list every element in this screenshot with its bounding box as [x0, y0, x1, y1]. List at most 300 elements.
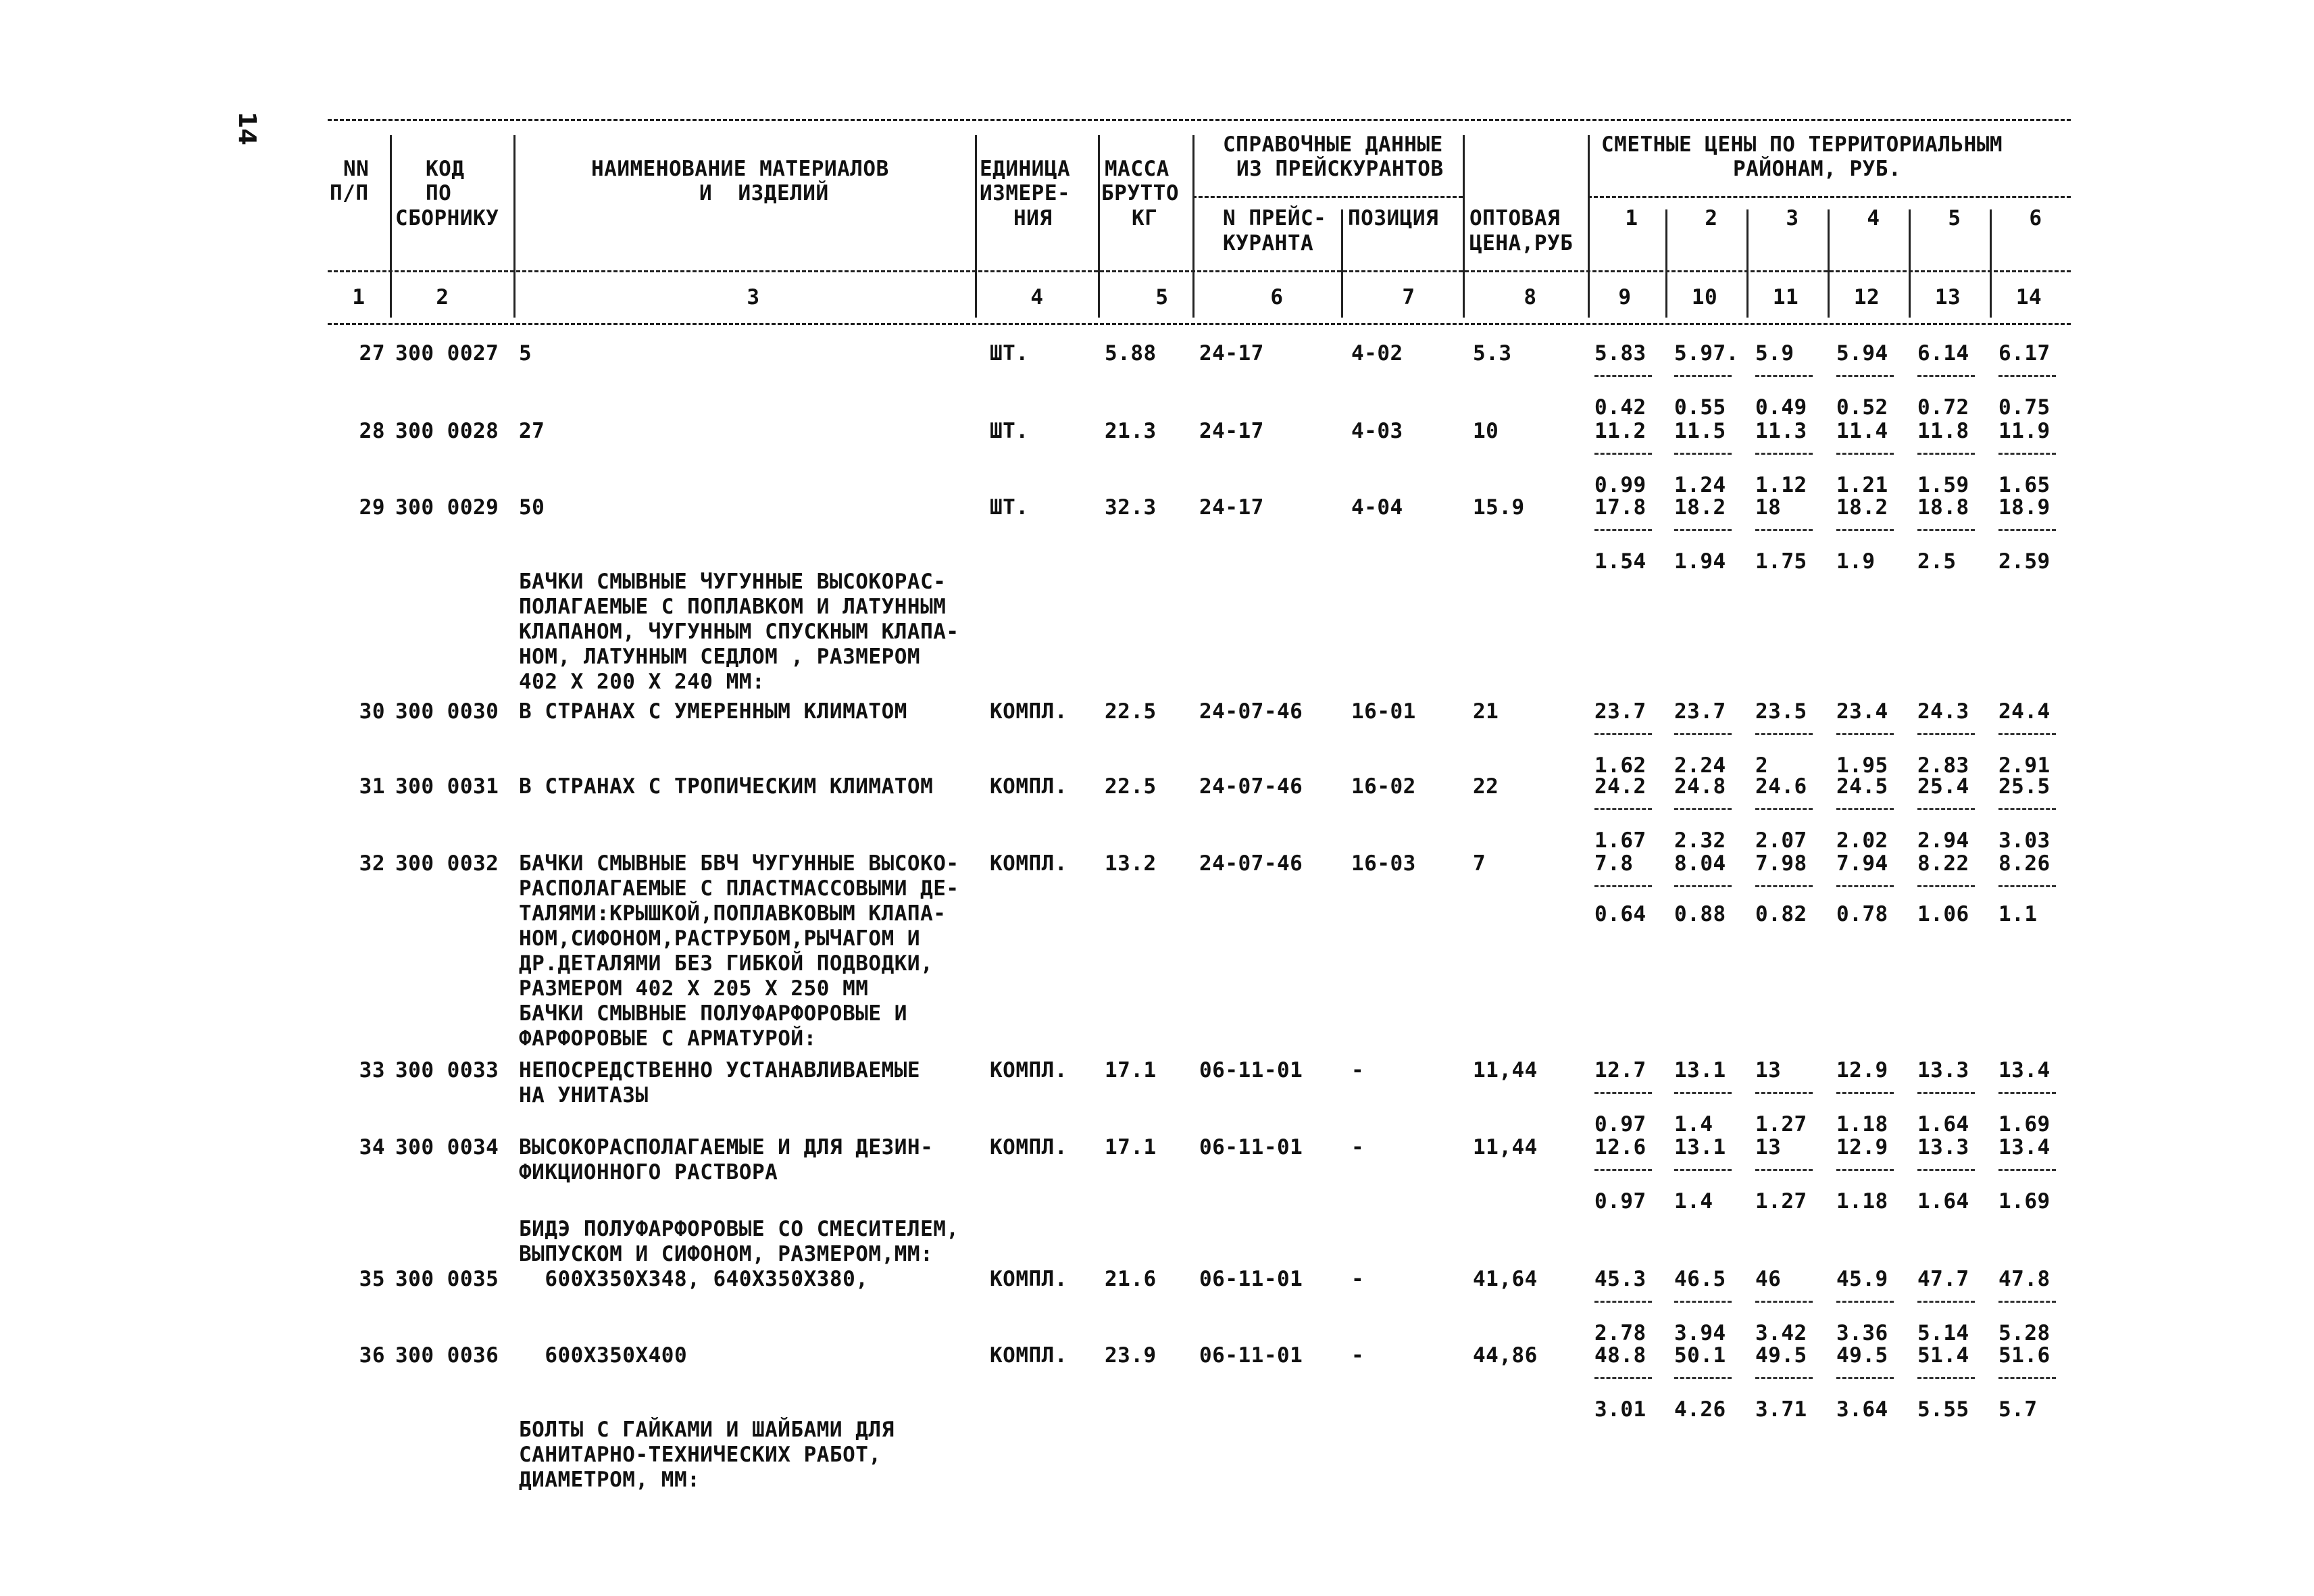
fraction-line — [1917, 733, 1975, 735]
est-price-top: 25.5 — [1998, 774, 2051, 799]
row-code: 300 0028 — [395, 419, 499, 443]
row-name-continued: ДР.ДЕТАЛЯМИ БЕЗ ГИБКОЙ ПОДВОДКИ, — [519, 951, 934, 976]
row-nn: 33 — [359, 1058, 385, 1082]
row-position: 16-02 — [1351, 774, 1416, 799]
fraction-line — [1998, 1377, 2056, 1379]
est-price-top: 18.2 — [1674, 495, 1726, 520]
est-price-top: 47.7 — [1917, 1267, 1969, 1291]
column-number: 11 — [1772, 285, 1799, 309]
est-price-bottom: 5.14 — [1917, 1321, 1969, 1345]
row-mass: 17.1 — [1105, 1135, 1157, 1159]
est-price-top: 18.2 — [1836, 495, 1888, 520]
fraction-line — [1917, 453, 1975, 455]
row-name: БАЧКИ СМЫВНЫЕ БВЧ ЧУГУННЫЕ ВЫСОКО- — [519, 851, 959, 876]
est-price-top: 18.9 — [1998, 495, 2051, 520]
est-price-top: 11.9 — [1998, 419, 2051, 443]
group-heading-line: ДИАМЕТРОМ, ММ: — [519, 1468, 701, 1492]
row-wholesale: 5.3 — [1473, 341, 1512, 366]
column-number: 12 — [1853, 285, 1880, 309]
est-sub-rule — [1588, 196, 2071, 198]
est-price-top: 17.8 — [1594, 495, 1646, 520]
hdr-unit3: НИЯ — [1013, 206, 1053, 230]
col-sep — [513, 135, 515, 318]
est-price-top: 45.3 — [1594, 1267, 1646, 1291]
row-nn: 32 — [359, 851, 385, 876]
group-heading-line: НОМ, ЛАТУННЫМ СЕДЛОМ , РАЗМЕРОМ — [519, 645, 921, 669]
est-price-top: 12.6 — [1594, 1135, 1646, 1159]
est-price-top: 25.4 — [1917, 774, 1969, 799]
row-nn: 28 — [359, 419, 385, 443]
column-number: 8 — [1524, 285, 1537, 309]
fraction-line — [1594, 1169, 1652, 1171]
est-price-bottom: 1.67 — [1594, 828, 1646, 853]
est-price-top: 8.04 — [1674, 851, 1726, 876]
fraction-line — [1674, 529, 1732, 531]
ref-sub-rule — [1192, 196, 1463, 198]
row-name-continued: НА УНИТАЗЫ — [519, 1083, 649, 1107]
est-price-bottom: 2.32 — [1674, 828, 1726, 853]
row-nn: 36 — [359, 1343, 385, 1368]
est-price-bottom: 1.06 — [1917, 902, 1969, 926]
col-sep — [975, 135, 977, 318]
est-price-bottom: 4.26 — [1674, 1397, 1726, 1422]
est-price-top: 46 — [1755, 1267, 1782, 1291]
row-name: В СТРАНАХ С УМЕРЕННЫМ КЛИМАТОМ — [519, 699, 907, 724]
hdr-name1: НАИМЕНОВАНИЕ МАТЕРИАЛОВ — [591, 157, 889, 181]
est-price-bottom: 0.55 — [1674, 395, 1726, 420]
fraction-line — [1836, 733, 1894, 735]
col-sep — [390, 135, 392, 318]
est-price-bottom: 0.97 — [1594, 1189, 1646, 1214]
row-price-list: 06-11-01 — [1199, 1058, 1303, 1082]
header-bottom-rule — [328, 323, 2071, 325]
fraction-line — [1594, 1301, 1652, 1303]
fraction-line — [1594, 733, 1652, 735]
row-name: ВЫСОКОРАСПОЛАГАЕМЫЕ И ДЛЯ ДЕЗИН- — [519, 1135, 934, 1159]
hdr-pp: П/П — [330, 181, 369, 205]
est-price-top: 11.5 — [1674, 419, 1726, 443]
hdr-price-list1: N ПРЕЙС- — [1223, 206, 1327, 230]
column-number: 14 — [2015, 285, 2042, 309]
col-sep — [1098, 135, 1100, 318]
hdr-ref2: ИЗ ПРЕЙСКУРАНТОВ — [1236, 157, 1444, 181]
est-price-bottom: 3.36 — [1836, 1321, 1888, 1345]
row-unit: КОМПЛ. — [990, 774, 1067, 799]
est-price-top: 5.83 — [1594, 341, 1646, 366]
fraction-line — [1674, 1301, 1732, 1303]
est-price-bottom: 0.42 — [1594, 395, 1646, 420]
fraction-line — [1836, 453, 1894, 455]
row-wholesale: 15.9 — [1473, 495, 1525, 520]
fraction-line — [1594, 375, 1652, 377]
column-number: 4 — [1030, 285, 1044, 309]
est-price-top: 24.3 — [1917, 699, 1969, 724]
row-name-continued: ФАРФОРОВЫЕ С АРМАТУРОЙ: — [519, 1026, 817, 1051]
row-unit: КОМПЛ. — [990, 1135, 1067, 1159]
column-number: 9 — [1618, 285, 1632, 309]
est-price-top: 48.8 — [1594, 1343, 1646, 1368]
fraction-line — [1836, 1169, 1894, 1171]
header-top-rule — [328, 119, 2071, 121]
row-unit: КОМПЛ. — [990, 1343, 1067, 1368]
row-wholesale: 41,64 — [1473, 1267, 1538, 1291]
est-price-top: 12.7 — [1594, 1058, 1646, 1082]
row-name-continued: ФИКЦИОННОГО РАСТВОРА — [519, 1160, 778, 1184]
est-price-bottom: 3.71 — [1755, 1397, 1807, 1422]
est-price-top: 11.4 — [1836, 419, 1888, 443]
row-nn: 27 — [359, 341, 385, 366]
est-price-bottom: 1.54 — [1594, 549, 1646, 574]
fraction-line — [1836, 1301, 1894, 1303]
est-price-bottom: 1.4 — [1674, 1189, 1713, 1214]
column-number: 6 — [1270, 285, 1284, 309]
col-sep — [1588, 135, 1590, 318]
region-label: 3 — [1786, 206, 1799, 230]
est-price-bottom: 1.95 — [1836, 753, 1888, 778]
est-price-bottom: 3.64 — [1836, 1397, 1888, 1422]
column-number: 1 — [352, 285, 366, 309]
row-price-list: 24-17 — [1199, 495, 1264, 520]
fraction-line — [1674, 1169, 1732, 1171]
est-price-bottom: 5.7 — [1998, 1397, 2038, 1422]
est-price-bottom: 1.27 — [1755, 1189, 1807, 1214]
row-unit: КОМПЛ. — [990, 1267, 1067, 1291]
page-number: 14 — [233, 111, 261, 146]
est-price-top: 13.1 — [1674, 1135, 1726, 1159]
fraction-line — [1917, 885, 1975, 887]
est-price-bottom: 3.03 — [1998, 828, 2051, 853]
row-wholesale: 44,86 — [1473, 1343, 1538, 1368]
column-number: 3 — [747, 285, 760, 309]
row-wholesale: 7 — [1473, 851, 1486, 876]
est-price-top: 13.1 — [1674, 1058, 1726, 1082]
fraction-line — [1674, 453, 1732, 455]
row-unit: ШТ. — [990, 341, 1029, 366]
fraction-line — [1594, 529, 1652, 531]
row-price-list: 24-07-46 — [1199, 851, 1303, 876]
row-price-list: 24-07-46 — [1199, 774, 1303, 799]
est-price-top: 12.9 — [1836, 1058, 1888, 1082]
hdr-wholesale1: ОПТОВАЯ — [1469, 206, 1561, 230]
column-number: 7 — [1402, 285, 1415, 309]
fraction-line — [1755, 885, 1813, 887]
est-price-top: 49.5 — [1755, 1343, 1807, 1368]
fraction-line — [1998, 1301, 2056, 1303]
est-price-bottom: 3.94 — [1674, 1321, 1726, 1345]
est-price-bottom: 0.97 — [1594, 1112, 1646, 1137]
group-heading-line: ПОЛАГАЕМЫЕ С ПОПЛАВКОМ И ЛАТУННЫМ — [519, 595, 947, 619]
hdr-position: ПОЗИЦИЯ — [1348, 206, 1439, 230]
est-price-top: 23.5 — [1755, 699, 1807, 724]
est-price-bottom: 1.64 — [1917, 1189, 1969, 1214]
hdr-mass1: МАССА — [1105, 157, 1169, 181]
fraction-line — [1755, 529, 1813, 531]
hdr-unit2: ИЗМЕРЕ- — [980, 181, 1071, 205]
region-label: 4 — [1867, 206, 1880, 230]
hdr-mass3: КГ — [1132, 206, 1158, 230]
fraction-line — [1755, 453, 1813, 455]
row-mass: 17.1 — [1105, 1058, 1157, 1082]
est-price-bottom: 1.94 — [1674, 549, 1726, 574]
row-nn: 30 — [359, 699, 385, 724]
hdr-price-list2: КУРАНТА — [1223, 231, 1314, 255]
fraction-line — [1998, 1169, 2056, 1171]
fraction-line — [1917, 1377, 1975, 1379]
est-price-top: 11.2 — [1594, 419, 1646, 443]
est-price-bottom: 1.59 — [1917, 473, 1969, 497]
header-mid-rule — [328, 270, 2071, 272]
fraction-line — [1594, 453, 1652, 455]
row-mass: 22.5 — [1105, 774, 1157, 799]
hdr-est1: СМЕТНЫЕ ЦЕНЫ ПО ТЕРРИТОРИАЛЬНЫМ — [1601, 132, 2003, 157]
fraction-line — [1594, 808, 1652, 810]
row-mass: 23.9 — [1105, 1343, 1157, 1368]
fraction-line — [1917, 375, 1975, 377]
region-label: 5 — [1948, 206, 1961, 230]
row-nn: 29 — [359, 495, 385, 520]
est-price-top: 8.26 — [1998, 851, 2051, 876]
row-position: 4-02 — [1351, 341, 1403, 366]
est-price-bottom: 2.78 — [1594, 1321, 1646, 1345]
est-price-bottom: 1.27 — [1755, 1112, 1807, 1137]
est-price-bottom: 1.65 — [1998, 473, 2051, 497]
est-price-top: 24.8 — [1674, 774, 1726, 799]
est-price-bottom: 5.28 — [1998, 1321, 2051, 1345]
group-heading-line: КЛАПАНОМ, ЧУГУННЫМ СПУСКНЫМ КЛАПА- — [519, 620, 959, 644]
est-price-top: 47.8 — [1998, 1267, 2051, 1291]
row-wholesale: 21 — [1473, 699, 1499, 724]
est-price-bottom: 3.01 — [1594, 1397, 1646, 1422]
est-price-bottom: 2.07 — [1755, 828, 1807, 853]
hdr-unit1: ЕДИНИЦА — [980, 157, 1071, 181]
est-price-bottom: 1.4 — [1674, 1112, 1713, 1137]
est-price-top: 51.4 — [1917, 1343, 1969, 1368]
col-sep — [1341, 209, 1343, 318]
hdr-sborniku: СБОРНИКУ — [395, 206, 499, 230]
group-heading-line: САНИТАРНО-ТЕХНИЧЕСКИХ РАБОТ, — [519, 1443, 882, 1467]
est-price-bottom: 0.99 — [1594, 473, 1646, 497]
fraction-line — [1674, 1377, 1732, 1379]
est-price-bottom: 2.91 — [1998, 753, 2051, 778]
row-unit: КОМПЛ. — [990, 851, 1067, 876]
row-unit: КОМПЛ. — [990, 1058, 1067, 1082]
fraction-line — [1917, 1169, 1975, 1171]
row-price-list: 24-07-46 — [1199, 699, 1303, 724]
col-sep — [1463, 135, 1465, 318]
est-price-bottom: 2.5 — [1917, 549, 1957, 574]
row-wholesale: 22 — [1473, 774, 1499, 799]
est-price-top: 49.5 — [1836, 1343, 1888, 1368]
est-price-bottom: 1.12 — [1755, 473, 1807, 497]
group-heading-line: БАЧКИ СМЫВНЫЕ ЧУГУННЫЕ ВЫСОКОРАС- — [519, 570, 947, 594]
est-price-bottom: 3.42 — [1755, 1321, 1807, 1345]
est-price-bottom: 1.69 — [1998, 1112, 2051, 1137]
row-code: 300 0030 — [395, 699, 499, 724]
row-name-continued: РАЗМЕРОМ 402 Х 205 Х 250 ММ — [519, 976, 869, 1001]
est-price-bottom: 1.1 — [1998, 902, 2038, 926]
est-price-top: 7.98 — [1755, 851, 1807, 876]
row-name: 27 — [519, 419, 545, 443]
est-price-top: 5.9 — [1755, 341, 1794, 366]
fraction-line — [1917, 1092, 1975, 1094]
fraction-line — [1836, 1092, 1894, 1094]
est-price-top: 24.6 — [1755, 774, 1807, 799]
row-price-list: 06-11-01 — [1199, 1135, 1303, 1159]
fraction-line — [1917, 1301, 1975, 1303]
row-name: В СТРАНАХ С ТРОПИЧЕСКИМ КЛИМАТОМ — [519, 774, 934, 799]
row-code: 300 0031 — [395, 774, 499, 799]
fraction-line — [1755, 1301, 1813, 1303]
est-price-bottom: 1.9 — [1836, 549, 1876, 574]
fraction-line — [1998, 885, 2056, 887]
est-price-bottom: 1.24 — [1674, 473, 1726, 497]
row-mass: 22.5 — [1105, 699, 1157, 724]
est-price-top: 18.8 — [1917, 495, 1969, 520]
hdr-po: ПО — [426, 181, 452, 205]
row-name-continued: БАЧКИ СМЫВНЫЕ ПОЛУФАРФОРОВЫЕ И — [519, 1001, 907, 1026]
row-wholesale: 11,44 — [1473, 1058, 1538, 1082]
fraction-line — [1836, 808, 1894, 810]
est-price-bottom: 0.64 — [1594, 902, 1646, 926]
row-code: 300 0027 — [395, 341, 499, 366]
est-price-bottom: 0.88 — [1674, 902, 1726, 926]
fraction-line — [1674, 733, 1732, 735]
row-name-continued: РАСПОЛАГАЕМЫЕ С ПЛАСТМАССОВЫМИ ДЕ- — [519, 876, 959, 901]
row-nn: 31 — [359, 774, 385, 799]
est-price-bottom: 2 — [1755, 753, 1769, 778]
est-price-bottom: 2.94 — [1917, 828, 1969, 853]
fraction-line — [1998, 453, 2056, 455]
row-position: 16-01 — [1351, 699, 1416, 724]
est-price-bottom: 0.49 — [1755, 395, 1807, 420]
group-heading-line: 402 Х 200 Х 240 ММ: — [519, 670, 765, 694]
row-mass: 32.3 — [1105, 495, 1157, 520]
fraction-line — [1917, 808, 1975, 810]
row-position: - — [1351, 1135, 1365, 1159]
fraction-line — [1594, 885, 1652, 887]
hdr-mass2: БРУТТО — [1101, 181, 1179, 205]
fraction-line — [1755, 808, 1813, 810]
row-name-continued: ТАЛЯМИ:КРЫШКОЙ,ПОПЛАВКОВЫМ КЛАПА- — [519, 901, 947, 926]
est-price-top: 13 — [1755, 1135, 1782, 1159]
est-price-top: 12.9 — [1836, 1135, 1888, 1159]
group-heading-line: БИДЭ ПОЛУФАРФОРОВЫЕ СО СМЕСИТЕЛЕМ, — [519, 1217, 959, 1241]
fraction-line — [1755, 1092, 1813, 1094]
row-mass: 21.6 — [1105, 1267, 1157, 1291]
est-price-top: 18 — [1755, 495, 1782, 520]
fraction-line — [1674, 808, 1732, 810]
est-price-bottom: 0.75 — [1998, 395, 2051, 420]
row-unit: ШТ. — [990, 419, 1029, 443]
est-price-top: 24.2 — [1594, 774, 1646, 799]
row-mass: 21.3 — [1105, 419, 1157, 443]
est-price-top: 23.7 — [1594, 699, 1646, 724]
fraction-line — [1755, 733, 1813, 735]
fraction-line — [1674, 1092, 1732, 1094]
row-name: 600Х350Х348, 640Х350Х380, — [519, 1267, 869, 1291]
est-price-top: 46.5 — [1674, 1267, 1726, 1291]
row-code: 300 0034 — [395, 1135, 499, 1159]
column-number: 10 — [1691, 285, 1718, 309]
est-price-bottom: 1.69 — [1998, 1189, 2051, 1214]
row-name: 50 — [519, 495, 545, 520]
fraction-line — [1998, 1092, 2056, 1094]
row-wholesale: 11,44 — [1473, 1135, 1538, 1159]
row-code: 300 0033 — [395, 1058, 499, 1082]
est-price-bottom: 1.64 — [1917, 1112, 1969, 1137]
row-code: 300 0036 — [395, 1343, 499, 1368]
est-price-bottom: 0.52 — [1836, 395, 1888, 420]
est-price-bottom: 0.78 — [1836, 902, 1888, 926]
est-price-top: 50.1 — [1674, 1343, 1726, 1368]
est-price-bottom: 1.21 — [1836, 473, 1888, 497]
row-code: 300 0035 — [395, 1267, 499, 1291]
group-heading-line: ВЫПУСКОМ И СИФОНОМ, РАЗМЕРОМ,ММ: — [519, 1242, 934, 1266]
row-position: - — [1351, 1058, 1365, 1082]
fraction-line — [1836, 375, 1894, 377]
row-position: 4-03 — [1351, 419, 1403, 443]
fraction-line — [1836, 529, 1894, 531]
est-price-bottom: 5.55 — [1917, 1397, 1969, 1422]
fraction-line — [1836, 1377, 1894, 1379]
est-price-top: 6.14 — [1917, 341, 1969, 366]
row-position: 4-04 — [1351, 495, 1403, 520]
row-position: 16-03 — [1351, 851, 1416, 876]
est-price-top: 11.3 — [1755, 419, 1807, 443]
est-price-bottom: 1.75 — [1755, 549, 1807, 574]
row-name-continued: НОМ,СИФОНОМ,РАСТРУБОМ,РЫЧАГОМ И — [519, 926, 921, 951]
row-price-list: 24-17 — [1199, 341, 1264, 366]
row-code: 300 0029 — [395, 495, 499, 520]
row-price-list: 24-17 — [1199, 419, 1264, 443]
est-price-top: 23.4 — [1836, 699, 1888, 724]
fraction-line — [1674, 375, 1732, 377]
fraction-line — [1998, 375, 2056, 377]
est-price-bottom: 0.72 — [1917, 395, 1969, 420]
est-price-top: 13.3 — [1917, 1135, 1969, 1159]
row-nn: 34 — [359, 1135, 385, 1159]
fraction-line — [1998, 529, 2056, 531]
hdr-nn: NN — [343, 157, 370, 181]
group-heading-line: БОЛТЫ С ГАЙКАМИ И ШАЙБАМИ ДЛЯ — [519, 1418, 895, 1442]
est-price-bottom: 1.18 — [1836, 1189, 1888, 1214]
est-price-top: 5.97. — [1674, 341, 1739, 366]
region-label: 2 — [1705, 206, 1718, 230]
est-price-bottom: 1.18 — [1836, 1112, 1888, 1137]
hdr-kod: КОД — [426, 157, 465, 181]
hdr-wholesale2: ЦЕНА,РУБ — [1469, 231, 1574, 255]
est-price-top: 45.9 — [1836, 1267, 1888, 1291]
fraction-line — [1836, 885, 1894, 887]
hdr-name2: И ИЗДЕЛИЙ — [699, 181, 829, 205]
est-price-top: 13.4 — [1998, 1135, 2051, 1159]
est-price-bottom: 2.24 — [1674, 753, 1726, 778]
est-price-bottom: 1.62 — [1594, 753, 1646, 778]
est-price-bottom: 2.83 — [1917, 753, 1969, 778]
fraction-line — [1998, 733, 2056, 735]
column-number: 13 — [1934, 285, 1961, 309]
column-number: 2 — [436, 285, 449, 309]
row-wholesale: 10 — [1473, 419, 1499, 443]
row-name: НЕПОСРЕДСТВЕННО УСТАНАВЛИВАЕМЫЕ — [519, 1058, 921, 1082]
est-price-top: 8.22 — [1917, 851, 1969, 876]
est-price-top: 23.7 — [1674, 699, 1726, 724]
fraction-line — [1755, 1169, 1813, 1171]
hdr-ref1: СПРАВОЧНЫЕ ДАННЫЕ — [1223, 132, 1443, 157]
fraction-line — [1917, 529, 1975, 531]
row-unit: ШТ. — [990, 495, 1029, 520]
row-price-list: 06-11-01 — [1199, 1343, 1303, 1368]
